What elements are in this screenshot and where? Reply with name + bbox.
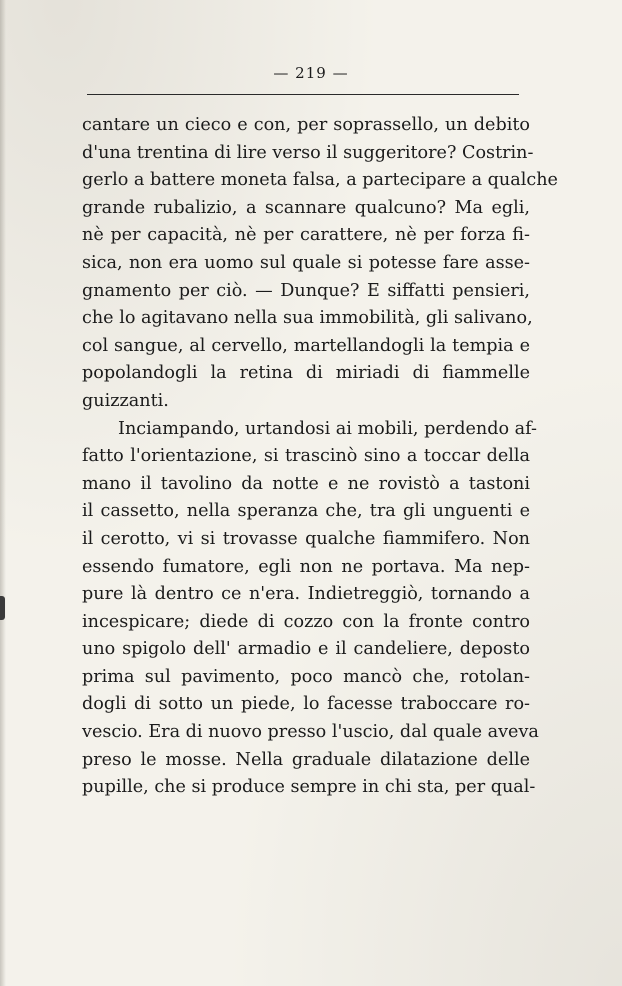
text-line: che lo agitavano nella sua immobilità, gli salivano, [82,308,533,329]
text-line: d'una trentina di lire verso il suggeritore? Costrin- [82,142,534,163]
text-line: cantare un cieco e con, per soprassello, un debito [82,115,530,135]
text-line: sica, non era uomo sul quale si potesse fare asse- [82,252,530,273]
text-line: il cerotto, vi si trovasse qualche fiammifero. Non [82,528,530,549]
text-line: dogli di sotto un piede, lo facesse traboccare ro- [82,694,530,715]
text-line: guizzanti. [82,390,169,411]
paragraph-2 [82,416,539,802]
text-line: pure là dentro ce n'era. Indietreggiò, tornando a [82,584,530,605]
text-line: nè per capacità, nè per carattere, nè per forza fi- [82,225,530,246]
text-line: essendo fumatore, egli non ne portava. Ma nep- [82,556,530,577]
text-line: fatto l'orientazione, si trascinò sino a toccar della [82,446,530,467]
text-line: uno spigolo dell' armadio e il candeliere, deposto [82,639,530,660]
page-body-text [82,112,558,802]
text-line: Inciampando, urtandosi ai mobili, perdendo af- [118,418,537,439]
text-line: vescio. Era di nuovo presso l'uscio, dal quale aveva [82,722,539,743]
text-line: popolandogli la retina di miriadi di fiammelle [82,363,530,384]
text-line: pupille, che si produce sempre in chi sta, per qual- [82,777,536,798]
text-line: gerlo a battere moneta falsa, a partecipare a qualche [82,170,558,191]
page-edge-shadow [0,0,6,986]
text-line: grande rubalizio, a scannare qualcuno? Ma egli, [82,197,530,218]
text-line: mano il tavolino da notte e ne rovistò a tastoni [82,473,530,494]
binding-mark [0,596,5,620]
text-line: preso le mosse. Nella graduale dilatazione delle [82,749,530,770]
text-line: incespicare; diede di cozzo con la fronte contro [82,611,530,632]
text-line: col sangue, al cervello, martellandogli la tempia e [82,335,530,356]
text-line: gnamento per ciò. — Dunque? E siffatti pensieri, [82,280,530,301]
text-line: il cassetto, nella speranza che, tra gli unguenti e [82,501,530,522]
paragraph-1 [82,112,558,416]
text-line: prima sul pavimento, poco mancò che, rotolan- [82,666,530,687]
page-number-header: — 219 — [273,64,349,82]
header-rule [87,94,519,95]
